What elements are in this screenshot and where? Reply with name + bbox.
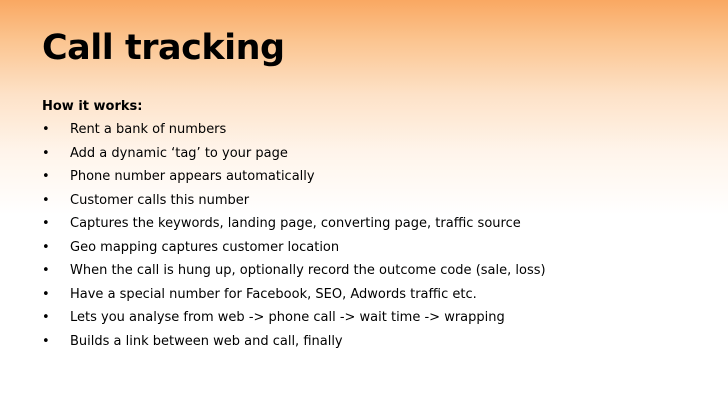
bullet-item xyxy=(42,169,722,193)
bullet-item xyxy=(42,240,722,264)
bullet-marker: • xyxy=(42,333,50,349)
bullet-item xyxy=(42,146,722,170)
bullet-text: Captures the keywords, landing page, converting page, traffic source xyxy=(70,216,521,231)
bullet-marker: • xyxy=(42,169,50,184)
bullet-text: Phone number appears automatically xyxy=(70,169,315,184)
bullet-item xyxy=(42,263,722,287)
bullet-text: Rent a bank of numbers xyxy=(70,122,227,137)
bullet-item xyxy=(42,193,722,217)
bullet-marker: • xyxy=(42,263,50,278)
bullet-text: Geo mapping captures customer location xyxy=(70,239,340,255)
bullet-marker: • xyxy=(42,122,50,137)
slide-content xyxy=(42,99,722,357)
bullet-marker: • xyxy=(42,286,50,302)
bullet-item xyxy=(42,310,722,334)
bullet-text: Lets you analyse from web -> phone call -> wait time -> wrapping xyxy=(70,310,505,325)
bullet-item xyxy=(42,287,722,311)
bullet-item xyxy=(42,334,722,358)
bullet-marker: • xyxy=(42,192,50,208)
bullet-marker: • xyxy=(42,145,50,161)
bullet-text: Builds a link between web and call, finally xyxy=(70,333,343,349)
subheading: How it works: xyxy=(42,99,143,114)
bullet-marker: • xyxy=(42,239,50,255)
bullet-list xyxy=(42,122,722,357)
bullet-text: Add a dynamic ‘tag’ to your page xyxy=(70,145,288,161)
bullet-marker: • xyxy=(42,310,50,325)
slide-title: Call tracking xyxy=(42,28,285,68)
bullet-text: Customer calls this number xyxy=(70,192,250,208)
bullet-text: When the call is hung up, optionally record the outcome code (sale, loss) xyxy=(70,263,546,278)
bullet-item xyxy=(42,216,722,240)
bullet-marker: • xyxy=(42,216,50,231)
bullet-item xyxy=(42,122,722,146)
bullet-text: Have a special number for Facebook, SEO, Adwords traffic etc. xyxy=(70,286,477,302)
